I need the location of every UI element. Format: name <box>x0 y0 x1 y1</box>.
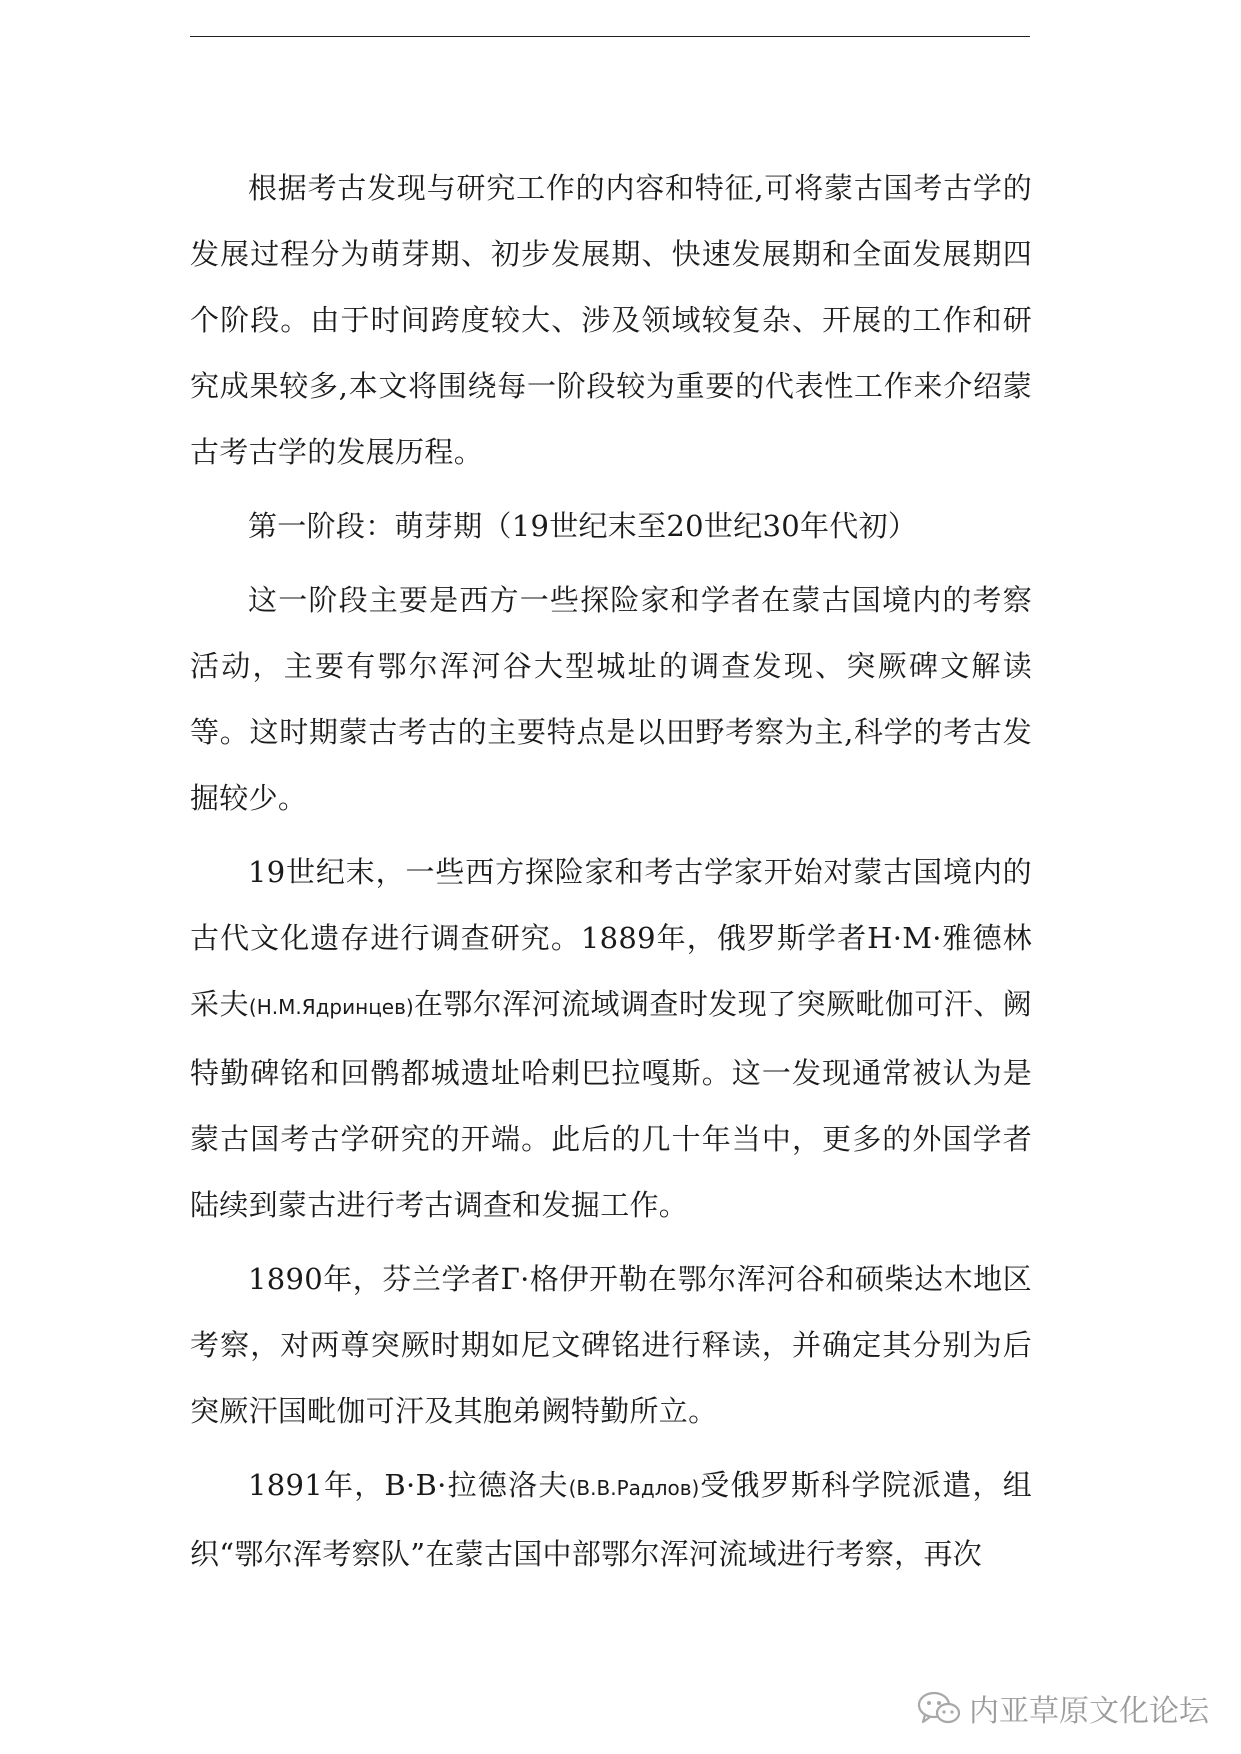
paragraph-1891 <box>190 1452 1032 1587</box>
watermark <box>917 1686 1209 1730</box>
paragraph-1891-text-before: 1891年，В·В·拉德洛夫 <box>248 1468 569 1502</box>
latin-name-yadrintsev: (Н.М.Ядринцев) <box>248 995 414 1019</box>
paragraph-1891-text-after: 受俄罗斯科学院派遣，组织“鄂尔浑考察队”在蒙古国中部鄂尔浑河流域进行考察，再次 <box>190 1468 1032 1571</box>
watermark-label: 内亚草原文化论坛 <box>969 1694 1209 1729</box>
header-rule <box>190 36 1030 37</box>
paragraph-intro: 根据考古发现与研究工作的内容和特征,可将蒙古国考古学的发展过程分为萌芽期、初步发展期、快速发展期和全面发展期四个阶段。由于时间跨度较大、涉及领域较复杂、开展的工作和研究成果较多,本文将围绕每一阶段较为重要的代表性工作来介绍蒙古考古学的发展历程。 <box>190 171 1032 469</box>
paragraph-1890: 1890年，芬兰学者Г·格伊开勒在鄂尔浑河谷和硕柴达木地区考察，对两尊突厥时期如尼文碑铭进行释读，并确定其分别为后突厥汗国毗伽可汗及其胞弟阙特勤所立。 <box>190 1262 1032 1428</box>
paragraph-stage-one-summary: 这一阶段主要是西方一些探险家和学者在蒙古国境内的考察活动，主要有鄂尔浑河谷大型城址的调查发现、突厥碑文解读等。这时期蒙古考古的主要特点是以田野考察为主,科学的考古发掘较少。 <box>190 583 1032 815</box>
body-text <box>190 155 1032 1587</box>
latin-name-radlov: (В.В.Радлов) <box>568 1476 700 1500</box>
paragraph-1889-text-before: 19世纪末，一些西方探险家和考古学家开始对蒙古国境内的古代文化遗存进行调查研究。1889年，俄罗斯学者Н·М·雅德林采夫 <box>190 855 1032 1021</box>
wechat-icon <box>917 1690 961 1726</box>
paragraph-1889 <box>190 839 1032 1238</box>
section-heading-stage-one: 第一阶段：萌芽期（19世纪末至20世纪30年代初） <box>248 509 918 543</box>
paragraph-1889-text-after: 在鄂尔浑河流域调查时发现了突厥毗伽可汗、阙特勤碑铭和回鹘都城遗址哈剌巴拉嘎斯。这一发现通常被认为是蒙古国考古学研究的开端。此后的几十年当中，更多的外国学者陆续到蒙古进行考古调查和发掘工作。 <box>190 987 1032 1222</box>
